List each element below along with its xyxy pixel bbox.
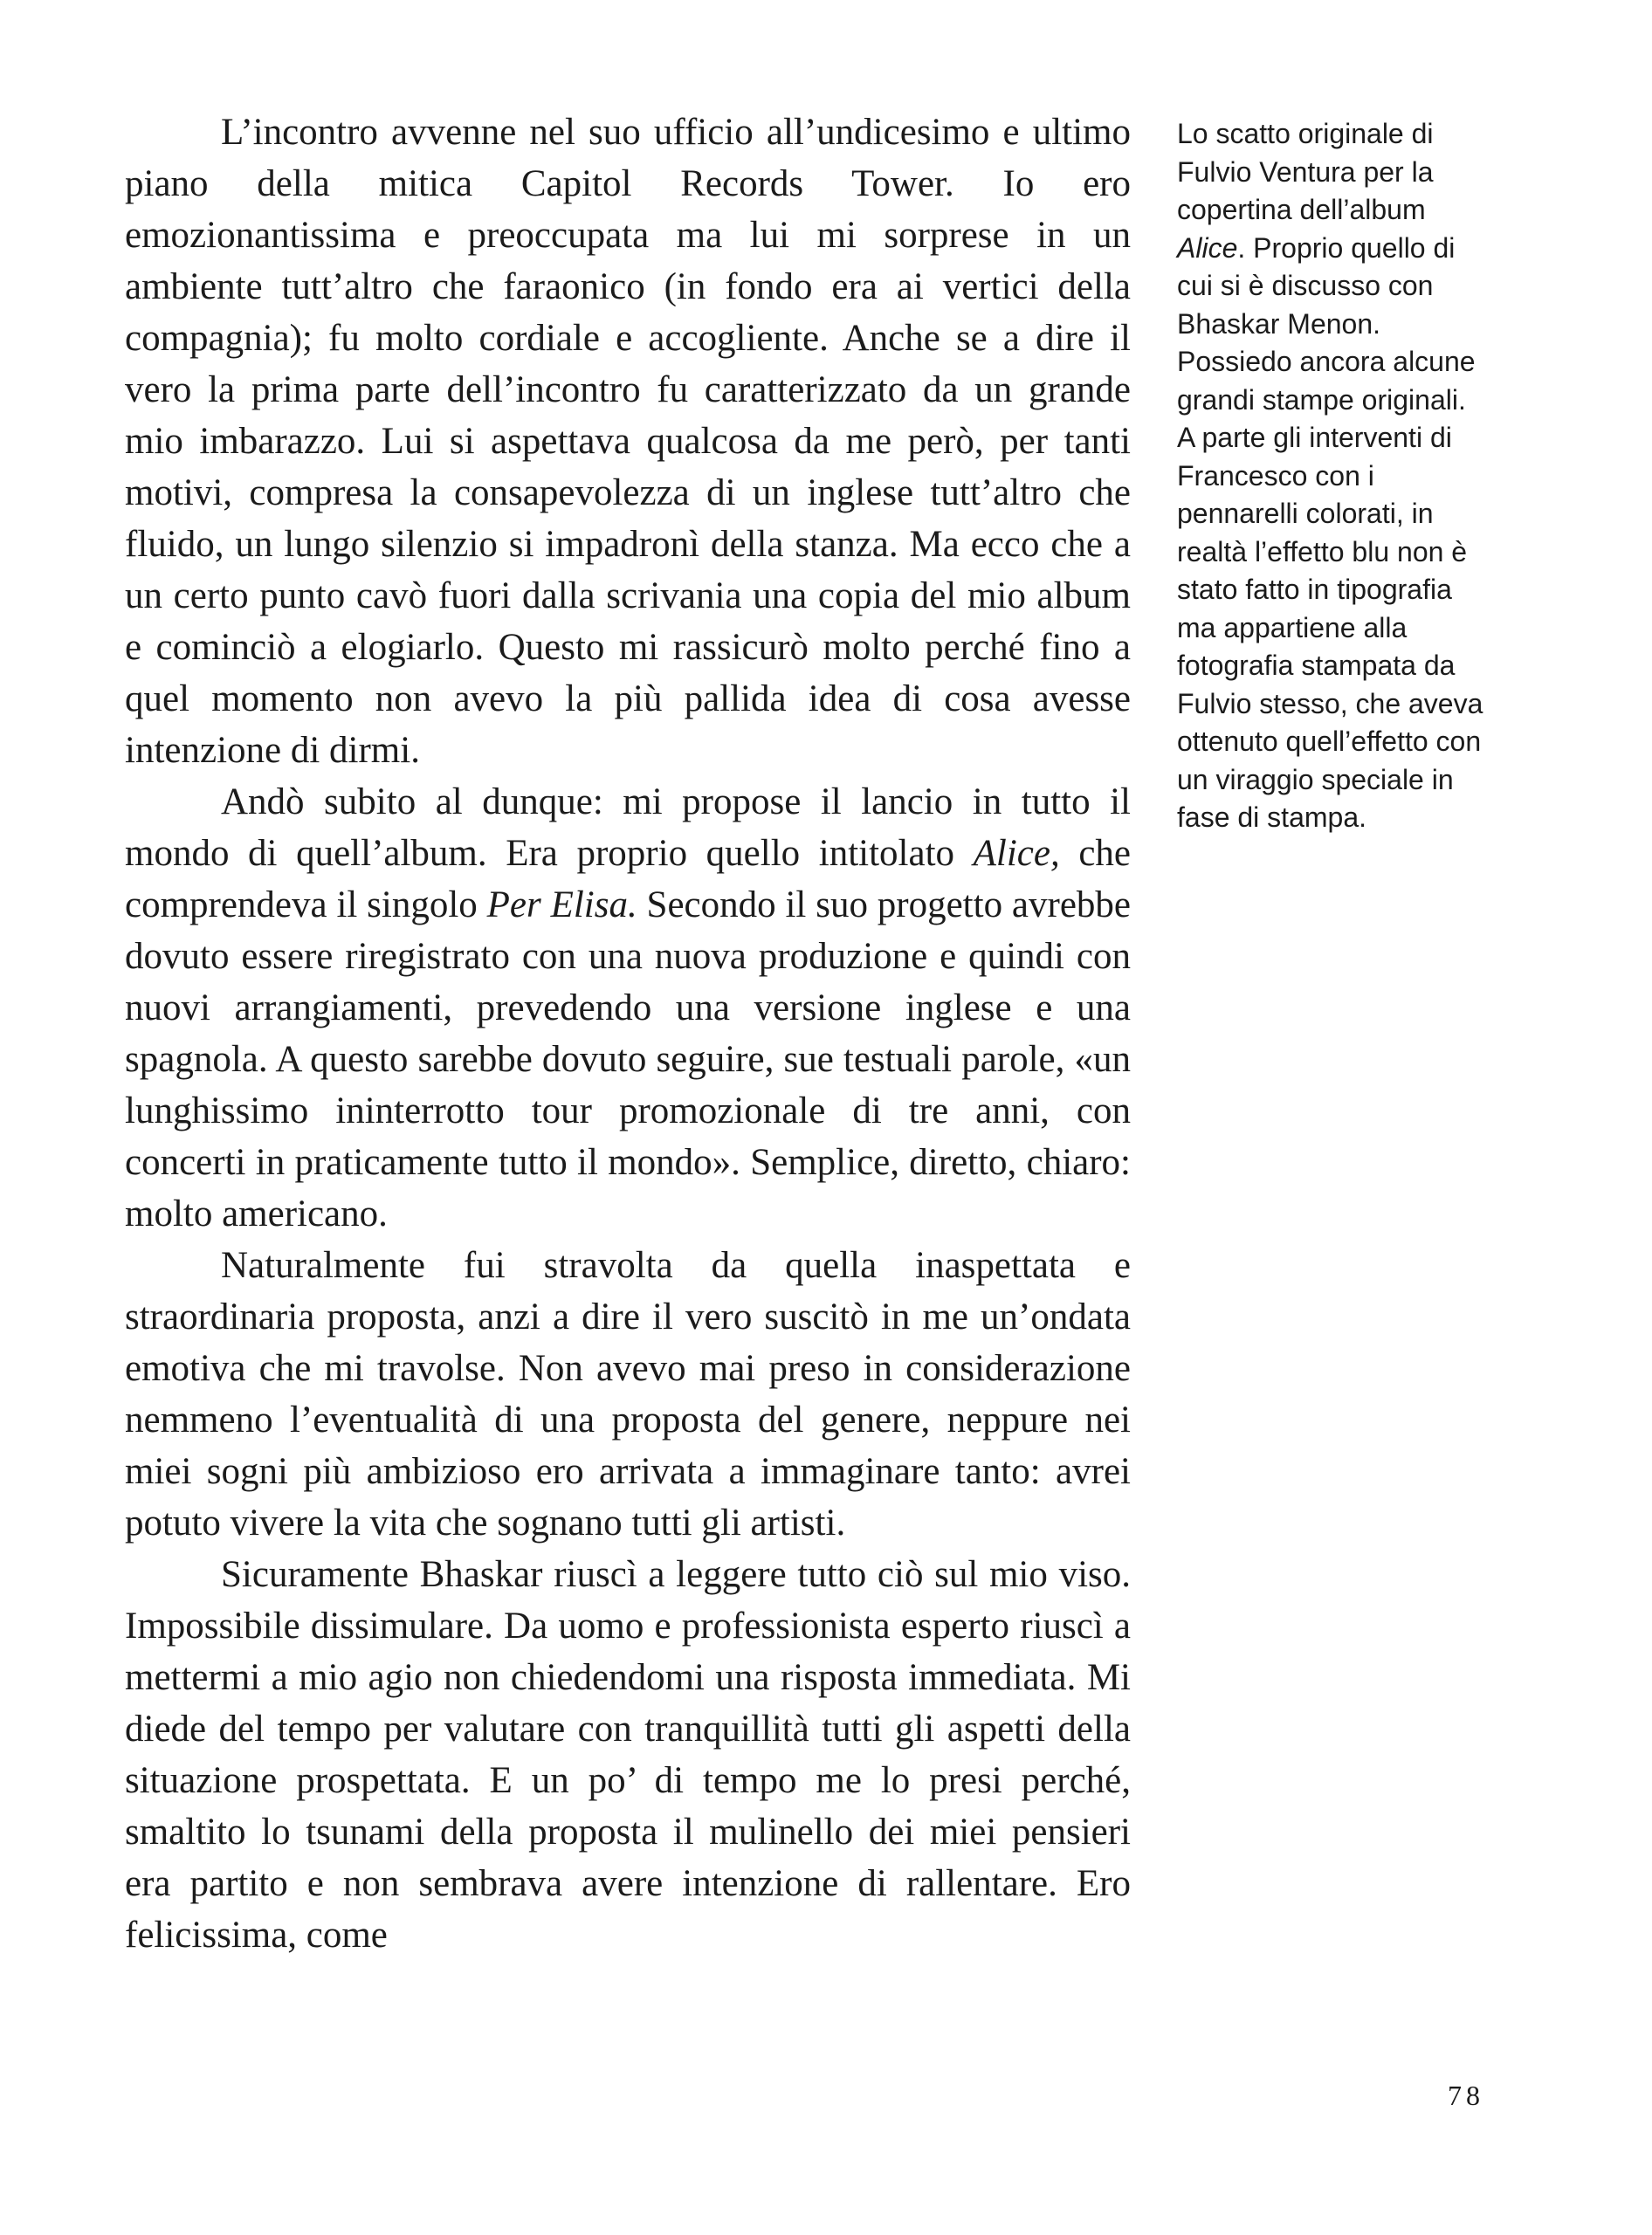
caption-album-title: Alice <box>1177 231 1238 264</box>
paragraph-1 <box>125 107 1131 776</box>
paragraph-2 <box>125 776 1131 1240</box>
caption-text-b: . Proprio quello di cui si è discusso con Bhaskar Menon. Possiedo ancora alcune grandi stampe originali. <box>1177 231 1476 416</box>
caption-paragraph-2 <box>1177 419 1493 837</box>
album-title-alice: Alice, <box>973 833 1060 874</box>
paragraph-3-text: Naturalmente fui stravolta da quella inaspettata e straordinaria proposta, anzi a dire il vero suscitò in me un’ondata emotiva che mi travolse. Non avevo mai preso in considerazione nemmeno l’eventualità di una proposta del genere, neppure nei miei sogni più ambizioso ero arrivata a immaginare tanto: avrei potuto vivere la vita che sognano tutti gli artisti. <box>125 1245 1131 1544</box>
paragraph-4-text: Sicuramente Bhaskar riuscì a leggere tutto ciò sul mio viso. Impossibile dissimulare. Da uomo e professionista esperto riuscì a mettermi a mio agio non chiedendomi una risposta immediata. Mi diede del tempo per valutare con tranquillità tutti gli aspetti della situazione prospettata. E un po’ di tempo me lo presi perché, smaltito lo tsunami della proposta il mulinello dei miei pensieri era partito e non sembrava avere intenzione di rallentare. Ero felicissima, come <box>125 1554 1131 1956</box>
main-text-column <box>125 107 1131 1961</box>
caption-paragraph-1 <box>1177 115 1493 419</box>
paragraph-1-text: L’incontro avvenne nel suo ufficio all’undicesimo e ultimo piano della mitica Capitol Records Tower. Io ero emozionantissima e preoccupata ma lui mi sorprese in un ambiente tutt’altro che faraonico (in fondo era ai vertici della compagnia); fu molto cordiale e accogliente. Anche se a dire il vero la prima parte dell’incontro fu caratterizzato da un grande mio imbarazzo. Lui si aspettava qualcosa da me però, per tanti motivi, compresa la consapevolezza di un inglese tutt’altro che fluido, un lungo silenzio si impadronì della stanza. Ma ecco che a un certo punto cavò fuori dalla scrivania una copia del mio album e cominciò a elogiarlo. Questo mi rassicurò molto perché fino a quel momento non avevo la più pallida idea di cosa avesse intenzione di dirmi. <box>125 112 1131 771</box>
paragraph-4 <box>125 1549 1131 1961</box>
paragraph-2-text-c: Secondo il suo progetto avrebbe dovuto essere riregistrato con una nuova produzione e quindi con nuovi arrangiamenti, prevedendo una versione inglese e una spagnola. A questo sarebbe dovuto seguire, sue testuali parole, «un lunghissimo ininterrotto tour promozionale di tre anni, con concerti in praticamente tutto il mondo». Semplice, diretto, chiaro: molto americano. <box>125 884 1131 1234</box>
side-caption <box>1177 115 1493 837</box>
caption-text-c: A parte gli interventi di Francesco con i pennarelli colorati, in realtà l’effetto blu non è stato fatto in tipografia ma appartiene alla fotografia stampata da Fulvio stesso, che aveva ottenuto quell’effetto con un viraggio speciale in fase di stampa. <box>1177 422 1483 833</box>
paragraph-3 <box>125 1240 1131 1549</box>
paragraph-2-text-a: Andò subito al dunque: mi propose il lancio in tutto il mondo di quell’album. Era proprio quello intitolato <box>125 781 1131 874</box>
page-number: 78 <box>1448 2080 1484 2111</box>
paragraph-2-text-b: che comprendeva il singolo <box>125 833 1131 925</box>
caption-text-a: Lo scatto originale di Fulvio Ventura per la copertina dell’album <box>1177 118 1434 225</box>
single-title-per-elisa: Per Elisa. <box>486 884 637 925</box>
